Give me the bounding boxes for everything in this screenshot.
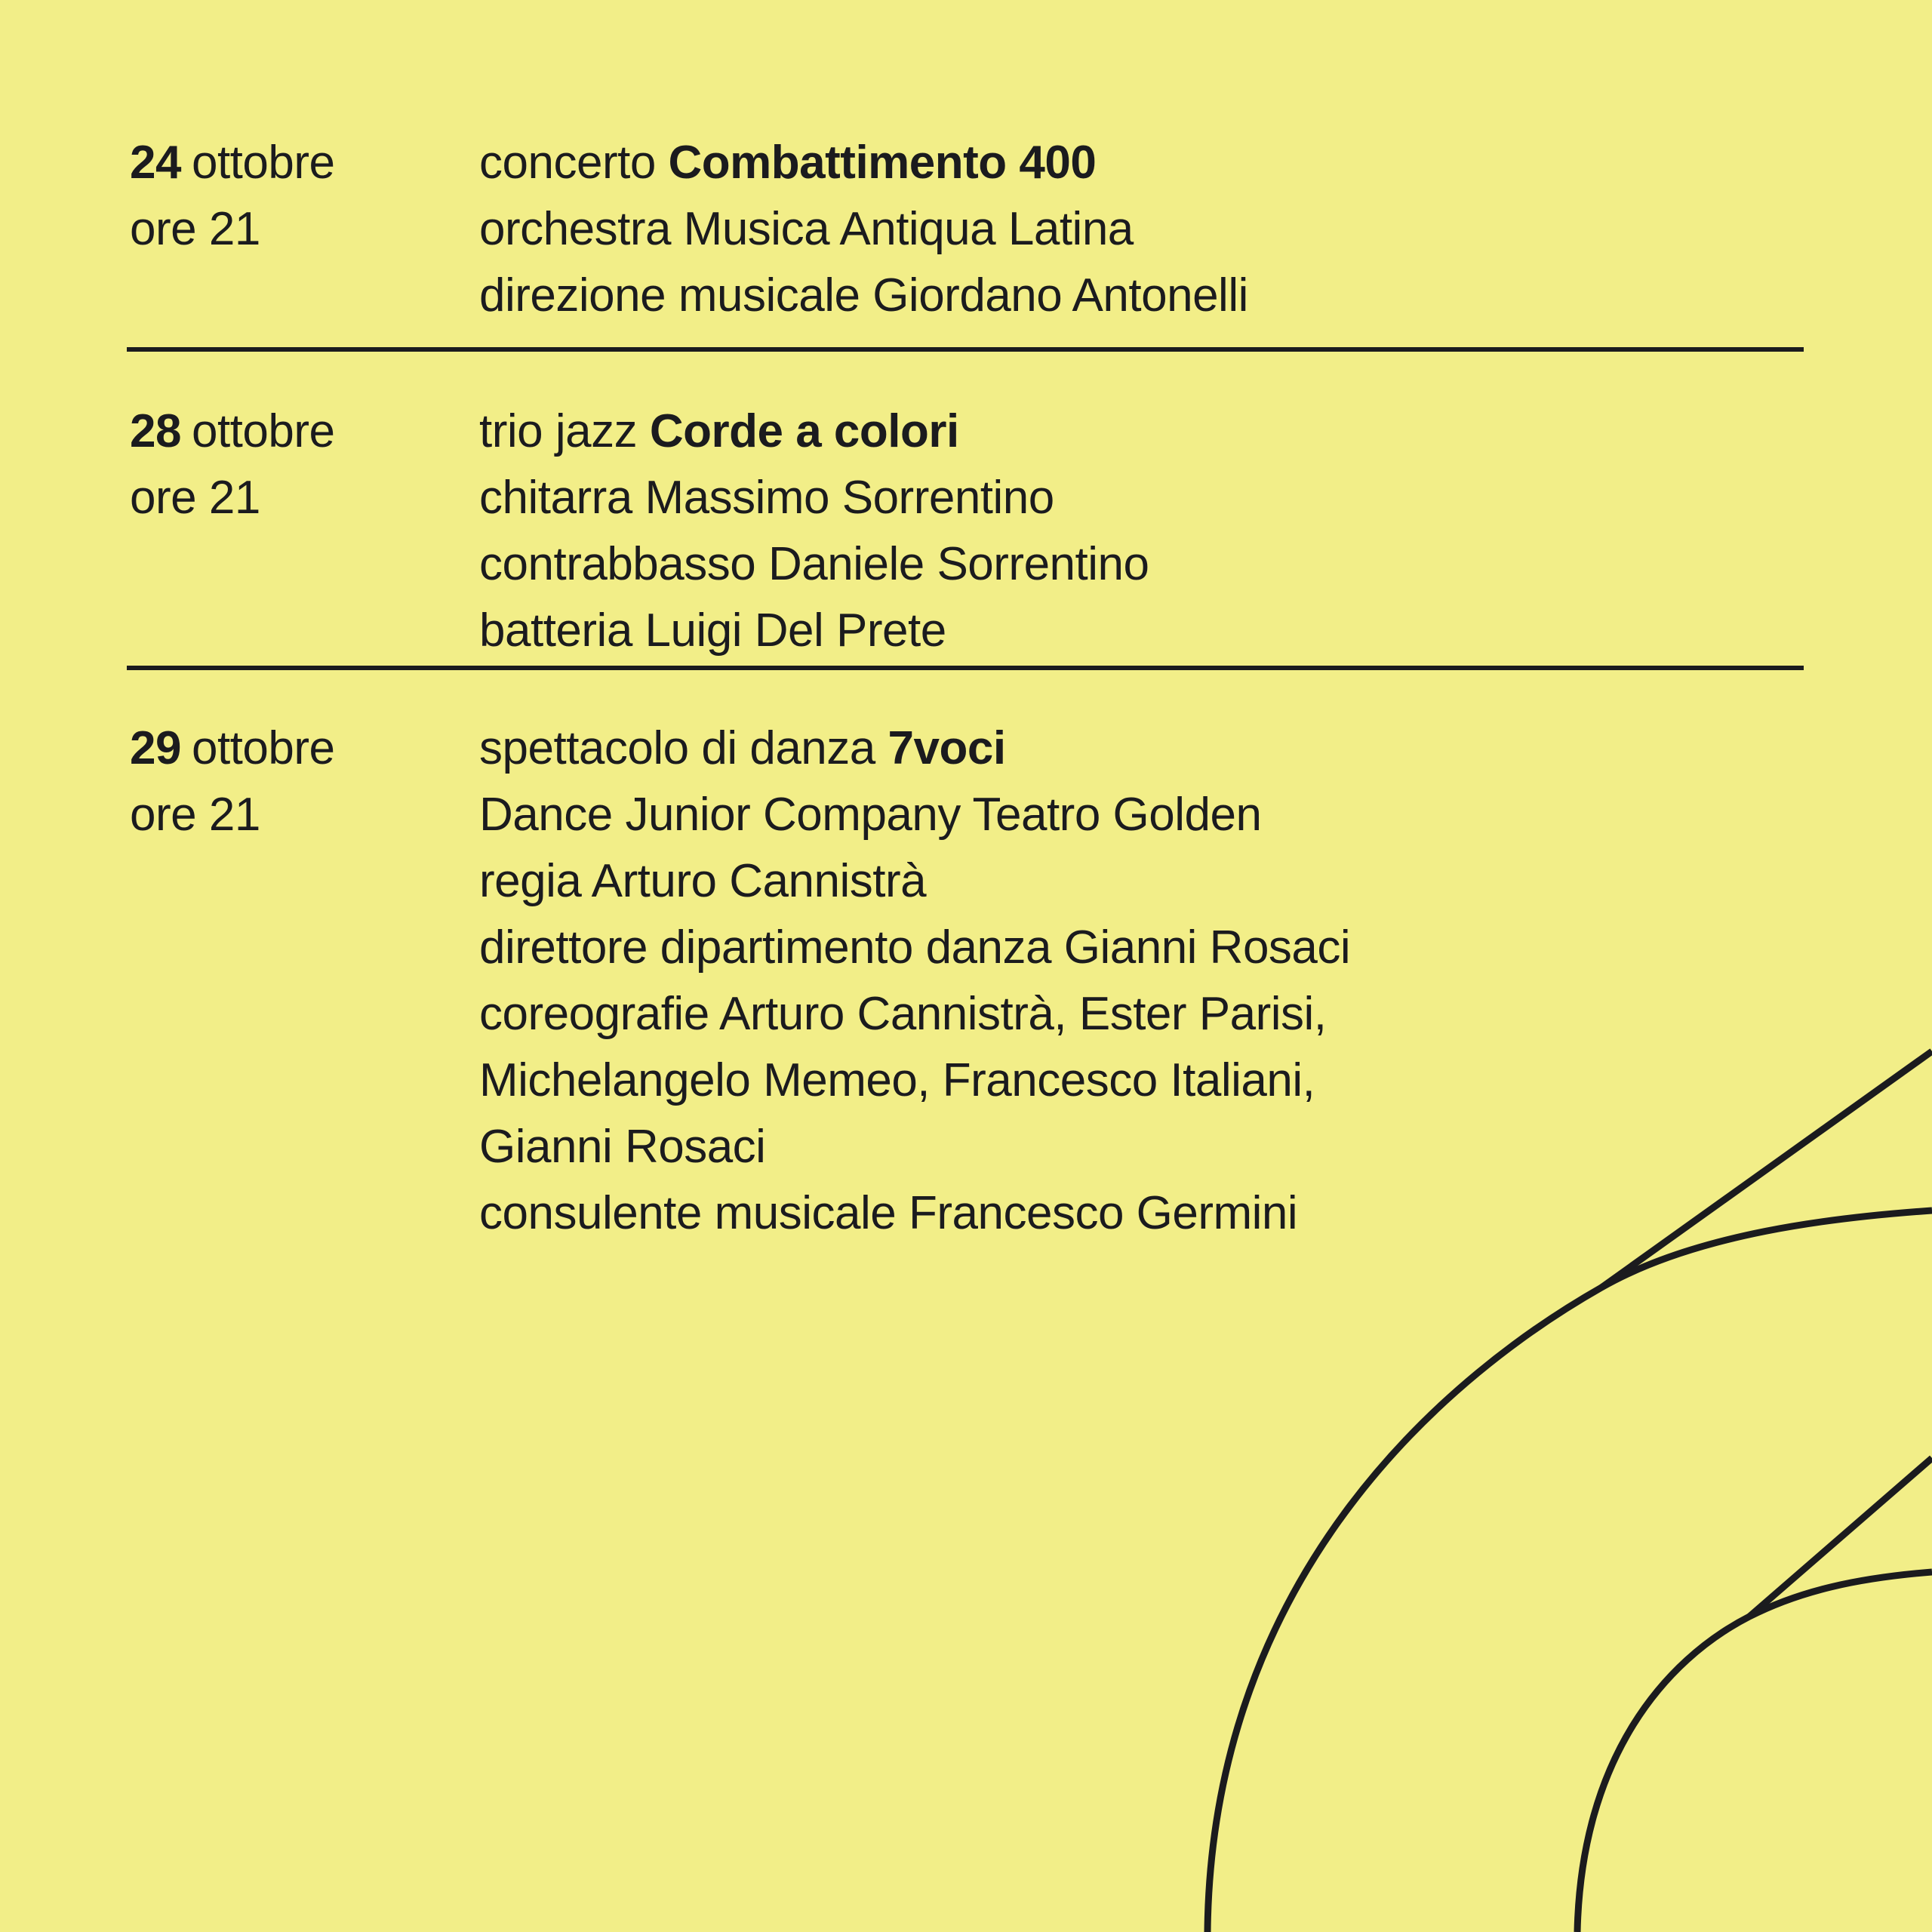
event-1-date-day: 24 bbox=[130, 137, 181, 189]
event-1-date-month: ottobre bbox=[191, 137, 335, 189]
event-3-detail-line: direttore dipartimento danza Gianni Rosaci bbox=[479, 921, 1351, 974]
outer-tangent-line-curve bbox=[1601, 1051, 1932, 1287]
event-2-details-block bbox=[479, 398, 1149, 664]
event-3-date-month: ottobre bbox=[191, 722, 335, 774]
event-3-detail-line: Michelangelo Memeo, Francesco Italiani, bbox=[479, 1054, 1315, 1106]
event-2-detail-line: batteria Luigi Del Prete bbox=[479, 605, 946, 657]
event-1-details-block bbox=[479, 130, 1248, 329]
event-1-date-block bbox=[130, 130, 335, 263]
event-1-time: ore 21 bbox=[130, 203, 260, 255]
event-3-detail-line: consulente musicale Francesco Germini bbox=[479, 1187, 1298, 1239]
event-2-time: ore 21 bbox=[130, 472, 260, 524]
event-3-detail-line: Dance Junior Company Teatro Golden bbox=[479, 789, 1262, 841]
event-1-title-prefix: concerto bbox=[479, 137, 669, 189]
event-3-date-block bbox=[130, 715, 335, 848]
event-3-title-prefix: spettacolo di danza bbox=[479, 722, 888, 774]
divider-1 bbox=[127, 347, 1804, 352]
event-2-date bbox=[130, 398, 335, 465]
event-3-date bbox=[130, 715, 335, 782]
event-3-detail-line: coreografie Arturo Cannistrà, Ester Parisi, bbox=[479, 988, 1327, 1040]
divider-2 bbox=[127, 666, 1804, 670]
inner-arc-curve bbox=[1577, 1572, 1932, 1932]
event-3-title: 7voci bbox=[888, 722, 1006, 774]
event-1-title: Combattimento 400 bbox=[668, 137, 1097, 189]
inner-tangent-line-curve bbox=[1749, 1458, 1932, 1617]
event-2-title-line bbox=[479, 398, 1149, 465]
event-3-date-day: 29 bbox=[130, 722, 181, 774]
event-2-date-month: ottobre bbox=[191, 405, 335, 457]
event-1-date bbox=[130, 130, 335, 196]
event-3-detail-line: regia Arturo Cannistrà bbox=[479, 855, 927, 907]
event-2-date-day: 28 bbox=[130, 405, 181, 457]
event-2-title: Corde a colori bbox=[649, 405, 959, 457]
event-1-detail-line: orchestra Musica Antiqua Latina bbox=[479, 203, 1134, 255]
event-2-title-prefix: trio jazz bbox=[479, 405, 650, 457]
outer-arc-curve bbox=[1208, 1211, 1932, 1932]
event-1-title-line bbox=[479, 130, 1248, 196]
event-2-detail-line: chitarra Massimo Sorrentino bbox=[479, 472, 1054, 524]
event-3-time: ore 21 bbox=[130, 789, 260, 841]
event-2-date-block bbox=[130, 398, 335, 531]
event-3-detail-line: Gianni Rosaci bbox=[479, 1121, 766, 1173]
event-1-detail-line: direzione musicale Giordano Antonelli bbox=[479, 269, 1248, 321]
event-3-title-line bbox=[479, 715, 1350, 782]
event-2-detail-line: contrabbasso Daniele Sorrentino bbox=[479, 538, 1149, 590]
event-3-details-block bbox=[479, 715, 1350, 1247]
